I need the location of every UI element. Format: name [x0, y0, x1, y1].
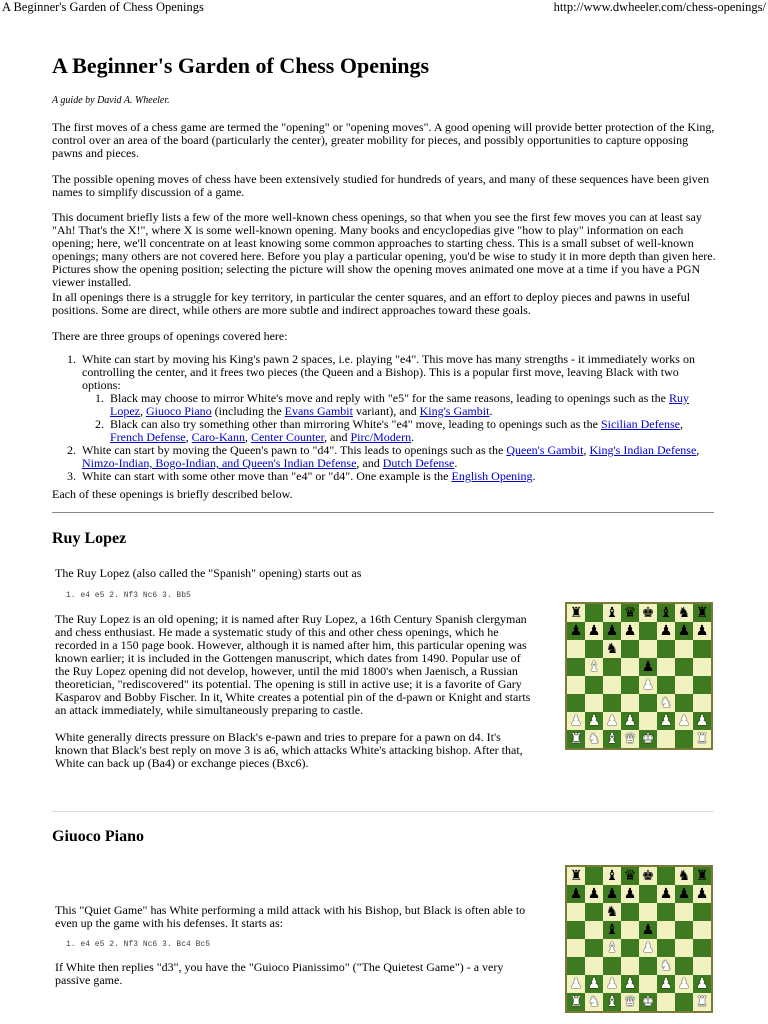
link-giuoco-piano[interactable]: Giuoco Piano	[145, 404, 212, 418]
black-pawn-icon: ♟	[569, 886, 583, 902]
black-pawn-icon: ♟	[641, 922, 655, 938]
list-item: 1. Black may choose to mirror White's move and reply with "e5" for the same reasons, leading to openings such as the Ruy Lopez, Giuoco Piano (including the Evans Gambit variant), and King's Gambit.	[95, 391, 689, 418]
black-knight-icon: ♞	[677, 868, 691, 884]
board-square	[621, 993, 639, 1011]
giuoco-piano-intro: This "Quiet Game" has White performing a mild attack with his Bishop, but Black is often able to even up the game with his defenses. It starts as:	[55, 903, 526, 930]
board-square	[693, 993, 711, 1011]
openings-group-list	[52, 353, 717, 483]
board-square	[603, 993, 621, 1011]
link-ruy-lopez[interactable]: Ruy Lopez	[110, 391, 689, 418]
board-square	[657, 957, 675, 975]
board-square	[603, 975, 621, 993]
board-square	[693, 867, 711, 885]
link-evans-gambit[interactable]: Evans Gambit	[284, 404, 353, 418]
board-square	[693, 694, 711, 712]
black-pawn-icon: ♟	[587, 623, 601, 639]
white-pawn-icon: ♟	[641, 940, 655, 956]
board-square	[567, 730, 585, 748]
link-sicilian-defense[interactable]: Sicilian Defense	[600, 417, 680, 431]
black-rook-icon: ♜	[695, 868, 709, 884]
white-pawn-icon: ♟	[605, 976, 619, 992]
board-square	[567, 975, 585, 993]
black-rook-icon: ♜	[569, 605, 583, 621]
board-square	[675, 993, 693, 1011]
list-item: 2. White can start by moving the Queen's pawn to "d4". This leads to openings such as the Queen's Gambit, King's Indian Defense, Nimzo-Indian, Bogo-Indian, and Queen's Indian Defense, and Dutch Defense.	[67, 443, 700, 470]
board-square	[603, 921, 621, 939]
board-square	[621, 957, 639, 975]
board-square	[621, 939, 639, 957]
black-queen-icon: ♛	[623, 868, 637, 884]
white-pawn-icon: ♟	[677, 713, 691, 729]
board-square	[657, 712, 675, 730]
intro-paragraph-1: The first moves of a chess game are termed the "opening" or "opening moves". A good opening will provide better protection of the King, control over an area of the board (particularly the center), greater mobility for pieces, and possibly opportunities to capture opposing pawns and pieces.	[52, 120, 715, 160]
white-bishop-icon: ♝	[605, 994, 619, 1010]
board-square	[693, 712, 711, 730]
board-square	[639, 957, 657, 975]
board-square	[585, 622, 603, 640]
board-square	[567, 921, 585, 939]
white-bishop-icon: ♝	[587, 659, 601, 675]
board-square	[639, 867, 657, 885]
board-square	[639, 658, 657, 676]
board-square	[567, 712, 585, 730]
white-rook-icon: ♜	[695, 994, 709, 1010]
black-pawn-icon: ♟	[587, 886, 601, 902]
board-square	[585, 694, 603, 712]
board-square	[621, 622, 639, 640]
board-square	[639, 975, 657, 993]
ruy-lopez-intro: The Ruy Lopez (also called the "Spanish" opening) starts out as	[55, 566, 362, 580]
black-pawn-icon: ♟	[605, 886, 619, 902]
board-square	[585, 885, 603, 903]
board-square	[657, 939, 675, 957]
board-square	[639, 903, 657, 921]
black-king-icon: ♚	[641, 868, 655, 884]
board-square	[603, 658, 621, 676]
board-square	[693, 975, 711, 993]
board-square	[567, 993, 585, 1011]
list-item: 1. White can start by moving his King's pawn 2 spaces, i.e. playing "e4". This move has many strengths - it immediately works on controlling the center, and it frees two pieces (the Queen and a Bishop). This is a popular first move, leaving Black with two options:	[67, 352, 695, 392]
board-square	[675, 658, 693, 676]
white-pawn-icon: ♟	[587, 976, 601, 992]
white-queen-icon: ♛	[623, 731, 637, 747]
board-square	[603, 694, 621, 712]
board-square	[675, 730, 693, 748]
board-square	[621, 885, 639, 903]
white-queen-icon: ♛	[623, 994, 637, 1010]
intro-paragraph-4: In all openings there is a struggle for key territory, in particular the center squares, and an effort to deploy pieces and pawns in useful positions. Some are direct, while others are more subtle and indirect approaches toward these goals.	[52, 290, 691, 317]
board-square	[585, 903, 603, 921]
ruy-lopez-paragraph-2: White generally directs pressure on Black's e-pawn and tries to prepare for a pawn on d4. It's known that Black's best reply on move 3 is a6, which attacks White's attacking bishop. After that, White can back up (Ba4) or exchange pieces (Bxc6).	[55, 730, 523, 770]
link-dutch-defense[interactable]: Dutch Defense	[382, 456, 455, 470]
ruy-lopez-paragraph-1: The Ruy Lopez is an old opening; it is named after Ruy Lopez, a 16th Century Spanish clergyman and chess enthusiast. He made a systematic study of this and other chess openings, which he recorded in a 150 page book. However, although it is named after him, this particular opening was known earlier; it is included in the Gottengen manuscript, which dates from 1490. Popular use of the Ruy Lopez opening did not develop, however, until the mid 1800's when Jaenisch, a Russian theoretician, "rediscovered" its potential. The opening is still in active use; it is a favorite of Gary Kasparov and Bobby Fischer. In it, White creates a potential pin of the d-pawn or Knight and starts an attack immediately, while simultaneously preparing to castle.	[55, 612, 531, 717]
board-square	[657, 640, 675, 658]
white-pawn-icon: ♟	[695, 713, 709, 729]
board-square	[693, 730, 711, 748]
black-king-icon: ♚	[641, 605, 655, 621]
board-square	[621, 730, 639, 748]
board-square	[657, 867, 675, 885]
giuoco-piano-board[interactable]	[565, 865, 713, 1013]
black-pawn-icon: ♟	[677, 886, 691, 902]
section-heading-giuoco-piano: Giuoco Piano	[52, 828, 145, 845]
board-square	[675, 622, 693, 640]
board-square	[603, 730, 621, 748]
section-divider	[52, 811, 714, 812]
board-square	[675, 957, 693, 975]
black-bishop-icon: ♝	[605, 605, 619, 621]
board-square	[657, 921, 675, 939]
board-square	[585, 730, 603, 748]
board-square	[657, 993, 675, 1011]
board-square	[603, 939, 621, 957]
intro-paragraph-5: There are three groups of openings covered here:	[52, 329, 288, 343]
board-square	[567, 694, 585, 712]
print-header-title: A Beginner's Garden of Chess Openings	[2, 0, 204, 14]
board-square	[585, 640, 603, 658]
board-square	[585, 957, 603, 975]
white-pawn-icon: ♟	[641, 677, 655, 693]
board-square	[675, 676, 693, 694]
black-pawn-icon: ♟	[569, 623, 583, 639]
board-square	[567, 885, 585, 903]
list-item: 2. Black can also try something other than mirroring White's "e4" move, leading to openings such as the Sicilian Defense, French Defense, Caro-Kann, Center Counter, and Pirc/Modern.	[95, 417, 683, 444]
intro-paragraph-3: This document briefly lists a few of the more well-known chess openings, so that when you see the first few moves you can at least say "Ah! That's the X!", where X is some well-known opening. Many books and encyclopedias give "how to play" information on each opening; here, we'll concentrate on at least knowing some common approaches to starting chess. This is a small subset of well-known openings; many others are not covered here. Before you play a particular opening, you'd be wise to study it in more depth than given here. Pictures show the opening position; selecting the picture will show the opening moves animated one move at a time if you have a PGN viewer installed.	[52, 210, 716, 289]
black-pawn-icon: ♟	[659, 886, 673, 902]
white-knight-icon: ♞	[587, 994, 601, 1010]
white-rook-icon: ♜	[569, 994, 583, 1010]
board-square	[621, 712, 639, 730]
board-square	[657, 604, 675, 622]
board-square	[657, 903, 675, 921]
board-square	[639, 694, 657, 712]
black-knight-icon: ♞	[605, 641, 619, 657]
white-pawn-icon: ♟	[677, 976, 691, 992]
black-bishop-icon: ♝	[659, 605, 673, 621]
black-pawn-icon: ♟	[623, 623, 637, 639]
board-square	[567, 604, 585, 622]
after-list-text: Each of these openings is briefly described below.	[52, 487, 293, 501]
board-square	[567, 622, 585, 640]
board-square	[621, 604, 639, 622]
board-square	[585, 993, 603, 1011]
black-rook-icon: ♜	[695, 605, 709, 621]
board-square	[639, 730, 657, 748]
board-square	[603, 957, 621, 975]
page-title: A Beginner's Garden of Chess Openings	[52, 53, 430, 78]
board-square	[621, 658, 639, 676]
black-pawn-icon: ♟	[641, 659, 655, 675]
link-french-defense[interactable]: French Defense	[110, 430, 186, 444]
white-rook-icon: ♜	[695, 731, 709, 747]
board-square	[639, 640, 657, 658]
board-square	[693, 676, 711, 694]
board-square	[639, 921, 657, 939]
white-pawn-icon: ♟	[623, 713, 637, 729]
link-nimzo-indian[interactable]: Nimzo-Indian, Bogo-Indian, and Queen's Indian Defense	[82, 456, 357, 470]
board-square	[657, 622, 675, 640]
giuoco-piano-moves: 1. e4 e5 2. Nf3 Nc6 3. Bc4 Bc5	[66, 940, 211, 949]
white-pawn-icon: ♟	[569, 976, 583, 992]
board-square	[693, 939, 711, 957]
link-pirc-modern[interactable]: Pirc/Modern	[350, 430, 412, 444]
white-knight-icon: ♞	[659, 958, 673, 974]
white-rook-icon: ♜	[569, 731, 583, 747]
board-square	[567, 640, 585, 658]
chessboard-grid	[567, 604, 711, 748]
board-square	[639, 885, 657, 903]
board-square	[621, 975, 639, 993]
board-square	[693, 957, 711, 975]
board-square	[603, 676, 621, 694]
board-square	[675, 867, 693, 885]
board-square	[585, 604, 603, 622]
board-square	[675, 694, 693, 712]
black-pawn-icon: ♟	[695, 886, 709, 902]
white-pawn-icon: ♟	[605, 713, 619, 729]
board-square	[603, 622, 621, 640]
board-square	[603, 867, 621, 885]
board-square	[657, 676, 675, 694]
link-kings-gambit[interactable]: King's Gambit	[419, 404, 490, 418]
white-pawn-icon: ♟	[623, 976, 637, 992]
board-square	[675, 975, 693, 993]
board-square	[585, 712, 603, 730]
ruy-lopez-moves: 1. e4 e5 2. Nf3 Nc6 3. Bb5	[66, 591, 191, 600]
board-square	[603, 640, 621, 658]
link-english-opening[interactable]: English Opening	[451, 469, 533, 483]
board-square	[603, 712, 621, 730]
board-square	[567, 903, 585, 921]
board-square	[567, 957, 585, 975]
white-knight-icon: ♞	[587, 731, 601, 747]
board-square	[603, 604, 621, 622]
black-pawn-icon: ♟	[677, 623, 691, 639]
list-item: 3. White can start with some other move than "e4" or "d4". One example is the English Opening.	[67, 469, 536, 483]
link-center-counter[interactable]: Center Counter	[250, 430, 325, 444]
board-square	[603, 885, 621, 903]
board-square	[621, 903, 639, 921]
board-square	[675, 939, 693, 957]
board-square	[621, 921, 639, 939]
board-square	[693, 604, 711, 622]
white-knight-icon: ♞	[659, 695, 673, 711]
board-square	[657, 885, 675, 903]
board-square	[621, 640, 639, 658]
black-bishop-icon: ♝	[605, 922, 619, 938]
board-square	[693, 921, 711, 939]
board-square	[675, 903, 693, 921]
board-square	[639, 622, 657, 640]
black-knight-icon: ♞	[605, 904, 619, 920]
board-square	[639, 993, 657, 1011]
section-divider	[52, 512, 714, 513]
board-square	[675, 640, 693, 658]
black-pawn-icon: ♟	[695, 623, 709, 639]
white-pawn-icon: ♟	[695, 976, 709, 992]
white-bishop-icon: ♝	[605, 940, 619, 956]
board-square	[639, 676, 657, 694]
black-pawn-icon: ♟	[659, 623, 673, 639]
chessboard-grid	[567, 867, 711, 1011]
board-square	[675, 885, 693, 903]
board-square	[567, 939, 585, 957]
board-square	[621, 867, 639, 885]
board-square	[585, 676, 603, 694]
board-square	[567, 867, 585, 885]
board-square	[585, 975, 603, 993]
black-pawn-icon: ♟	[623, 886, 637, 902]
board-square	[693, 622, 711, 640]
link-queens-gambit[interactable]: Queen's Gambit	[506, 443, 584, 457]
black-knight-icon: ♞	[677, 605, 691, 621]
board-square	[603, 903, 621, 921]
board-square	[693, 903, 711, 921]
board-square	[657, 694, 675, 712]
print-header-url: http://www.dwheeler.com/chess-openings/	[553, 0, 766, 14]
board-square	[675, 712, 693, 730]
board-square	[639, 939, 657, 957]
board-square	[621, 676, 639, 694]
board-square	[693, 885, 711, 903]
black-pawn-icon: ♟	[605, 623, 619, 639]
board-square	[675, 604, 693, 622]
ruy-lopez-board[interactable]	[565, 602, 713, 750]
black-bishop-icon: ♝	[605, 868, 619, 884]
board-square	[693, 640, 711, 658]
board-square	[657, 658, 675, 676]
intro-paragraph-2: The possible opening moves of chess have been extensively studied for hundreds of years, and many of these sequences have been given names to simplify discussion of a game.	[52, 172, 710, 199]
link-caro-kann[interactable]: Caro-Kann	[191, 430, 245, 444]
board-square	[621, 694, 639, 712]
white-pawn-icon: ♟	[659, 713, 673, 729]
board-square	[585, 658, 603, 676]
board-square	[585, 921, 603, 939]
white-pawn-icon: ♟	[569, 713, 583, 729]
board-square	[567, 658, 585, 676]
black-queen-icon: ♛	[623, 605, 637, 621]
section-heading-ruy-lopez: Ruy Lopez	[52, 530, 127, 547]
giuoco-piano-paragraph-1: If White then replies "d3", you have the "Guioco Pianissimo" ("The Quietest Game") - a very passive game.	[55, 960, 504, 987]
black-rook-icon: ♜	[569, 868, 583, 884]
board-square	[639, 712, 657, 730]
white-king-icon: ♚	[641, 994, 655, 1010]
board-square	[657, 730, 675, 748]
board-square	[657, 975, 675, 993]
white-pawn-icon: ♟	[659, 976, 673, 992]
board-square	[693, 658, 711, 676]
white-pawn-icon: ♟	[587, 713, 601, 729]
board-square	[639, 604, 657, 622]
white-bishop-icon: ♝	[605, 731, 619, 747]
board-square	[675, 921, 693, 939]
white-king-icon: ♚	[641, 731, 655, 747]
board-square	[585, 867, 603, 885]
byline: A guide by David A. Wheeler.	[52, 95, 170, 106]
link-kings-indian-defense[interactable]: King's Indian Defense	[589, 443, 697, 457]
board-square	[567, 676, 585, 694]
board-square	[585, 939, 603, 957]
